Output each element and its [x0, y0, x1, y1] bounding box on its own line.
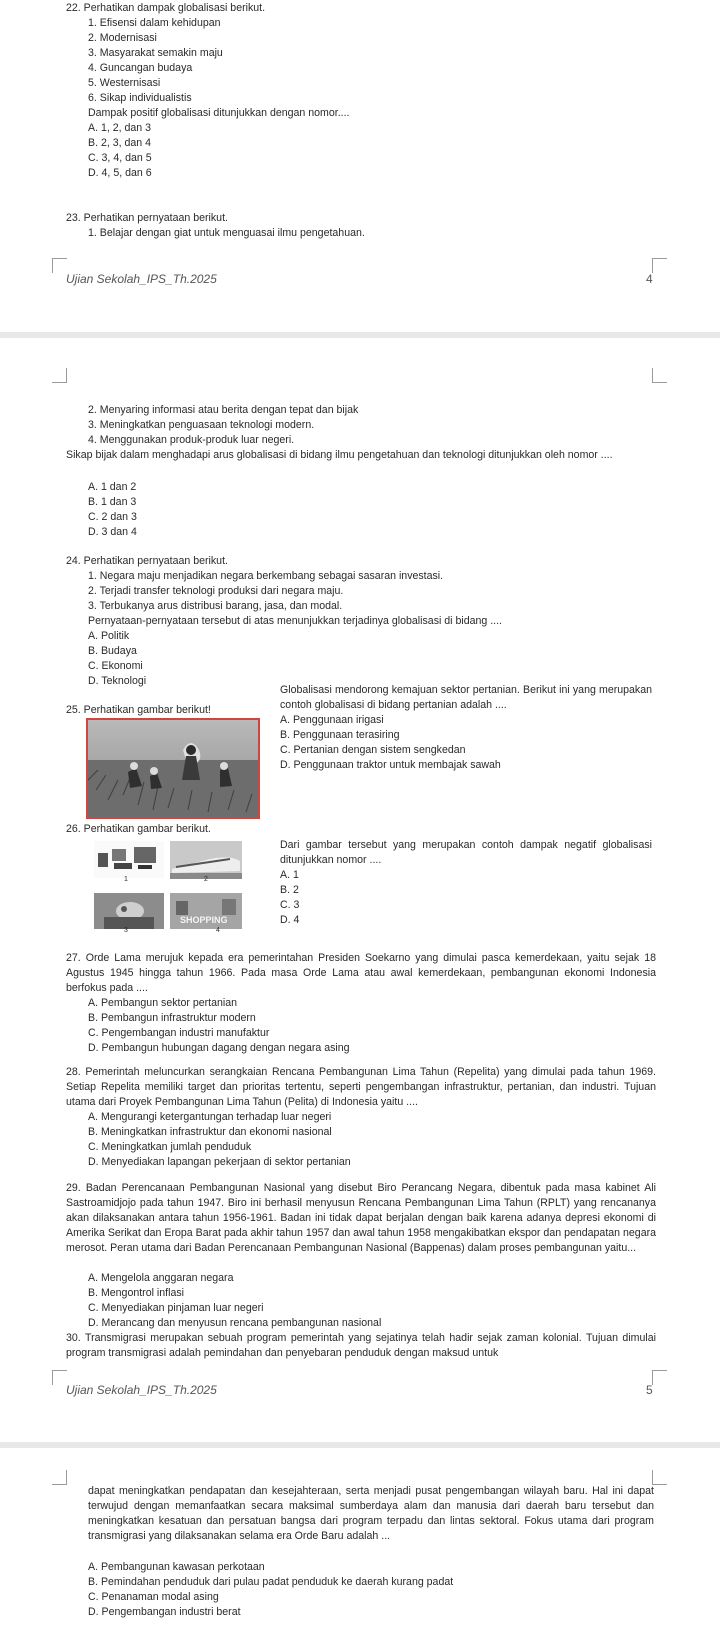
q24-option-c: C. Ekonomi: [88, 660, 143, 672]
q28-option-a: A. Mengurangi ketergantungan terhadap luar negeri: [88, 1111, 332, 1123]
q23-question: Sikap bijak dalam menghadapi arus globalisasi di bidang ilmu pengetahuan dan teknologi ditunjukkan oleh nomor ....: [66, 449, 613, 461]
q28-option-c: C. Meningkatkan jumlah penduduk: [88, 1141, 252, 1153]
q24-item-2: 2. Terjadi transfer teknologi produksi dari negara maju.: [88, 585, 344, 597]
q29-option-d: D. Merancang dan menyusun rencana pembangunan nasional: [88, 1317, 382, 1329]
crop-mark: [52, 1370, 67, 1385]
q22-option-b: B. 2, 3, dan 4: [88, 137, 152, 149]
question-29-stem: 29. Badan Perencanaan Pembangunan Nasional yang disebut Biro Perancang Negara, dibentuk pada masa kabinet Ali Sastroamidjojo pada tahun 1947. Biro ini berhasil menyusun Rencana Pembangunan Lima Tahun (RPLT) yang rencananya akan dilaksanakan antara tahun 1956-1961. Badan ini tidak dapat berjalan dengan baik karena adanya depresi ekonomi di Amerika Serikat dan Eropa Barat pada akhir tahun 1957 dan awal tahun 1958 mengakibatkan ekspor dan pendapatan negara merosot. Peran utama dari Badan Perencanaan Pembangunan Nasional (Bappenas) dalam proses pembangunan yaitu...: [66, 1182, 656, 1254]
q25-option-a: A. Penggunaan irigasi: [280, 714, 384, 726]
q22-option-a: A. 1, 2, dan 3: [88, 122, 152, 134]
q23-item-4: 4. Menggunakan produk-produk luar negeri.: [88, 434, 295, 446]
page-number: 4: [646, 272, 653, 286]
q23-option-b: B. 1 dan 3: [88, 496, 137, 508]
q22-option-d: D. 4, 5, dan 6: [88, 167, 152, 179]
q22-item-4: 4. Guncangan budaya: [88, 62, 193, 74]
page-footer-label: Ujian Sekolah_IPS_Th.2025: [66, 272, 217, 286]
shopping-image: [170, 893, 242, 929]
q25-option-d: D. Penggunaan traktor untuk membajak sawah: [280, 759, 501, 771]
q30-option-c: C. Penanaman modal asing: [88, 1591, 219, 1603]
crop-mark: [52, 258, 67, 273]
q26-option-b: B. 2: [280, 884, 299, 896]
q23-option-d: D. 3 dan 4: [88, 526, 137, 538]
q29-option-b: B. Mengontrol inflasi: [88, 1287, 184, 1299]
q23-item-2: 2. Menyaring informasi atau berita dengan tepat dan bijak: [88, 404, 359, 416]
crop-mark: [52, 1470, 67, 1485]
crop-mark: [652, 258, 667, 273]
q22-option-c: C. 3, 4, dan 5: [88, 152, 152, 164]
q25-option-b: B. Penggunaan terasiring: [280, 729, 400, 741]
question-26-stem: 26. Perhatikan gambar berikut.: [66, 823, 211, 835]
crop-mark: [652, 1370, 667, 1385]
q30-option-d: D. Pengembangan industri berat: [88, 1606, 241, 1618]
page-footer-label: Ujian Sekolah_IPS_Th.2025: [66, 1383, 217, 1397]
q23-item-3: 3. Meningkatkan penguasaan teknologi modern.: [88, 419, 315, 431]
crop-mark: [652, 1470, 667, 1485]
farmers-harvest-photo: [86, 718, 260, 819]
q25-question: Globalisasi mendorong kemajuan sektor pertanian. Berikut ini yang merupakan contoh globalisasi di bidang pertanian adalah ....: [280, 684, 652, 711]
question-30-stem: 30. Transmigrasi merupakan sebuah program pemerintah yang sejatinya telah hadir sejak zaman kolonial. Tujuan dimulai program transmigrasi adalah pemindahan dan penyebaran penduduk dengan maksud untuk: [66, 1332, 656, 1359]
q26-option-a: A. 1: [280, 869, 299, 881]
q26-option-c: C. 3: [280, 899, 300, 911]
q24-item-3: 3. Terbukanya arus distribusi barang, jasa, dan modal.: [88, 600, 343, 612]
image-number-1: 1: [124, 876, 128, 883]
q24-question: Pernyataan-pernyataan tersebut di atas menunjukkan terjadinya globalisasi di bidang ....: [88, 615, 503, 627]
q22-item-5: 5. Westernisasi: [88, 77, 161, 89]
question-24-stem: 24. Perhatikan pernyataan berikut.: [66, 555, 228, 567]
q30-option-a: A. Pembangunan kawasan perkotaan: [88, 1561, 265, 1573]
q27-option-c: C. Pengembangan industri manufaktur: [88, 1027, 270, 1039]
image-number-2: 2: [204, 876, 208, 883]
q26-option-d: D. 4: [280, 914, 300, 926]
q23-item-1: 1. Belajar dengan giat untuk menguasai ilmu pengetahuan.: [88, 227, 365, 239]
image-number-4: 4: [216, 927, 220, 934]
document-page-5: [0, 338, 720, 1442]
q27-option-a: A. Pembangun sektor pertanian: [88, 997, 237, 1009]
q22-item-6: 6. Sikap individualistis: [88, 92, 192, 104]
page-number: 5: [646, 1383, 653, 1397]
q30-continuation: dapat meningkatkan pendapatan dan kesejahteraan, serta menjadi pusat pengembangan wilayah baru. Hal ini dapat terwujud dengan memanfaatkan secara maksimal sumberdaya alam dan manusia dari daerah baru tersebut dan meningkatkan kesatuan dan persatuan bangsa dari program terpadu dan lintas sektoral. Fokus utama dari program transmigrasi yang dilaksanakan selama era Orde Baru adalah ...: [88, 1485, 654, 1542]
question-28-stem: 28. Pemerintah meluncurkan serangkaian Rencana Pembangunan Lima Tahun (Repelita) yang dimulai pada tahun 1969. Setiap Repelita memiliki target dan prioritas tertentu, seperti pengembangan infrastruktur, pertanian, dan industri. Tujuan utama dari Proyek Pembangunan Lima Tahun (Pelita) di Indonesia yaitu ....: [66, 1066, 656, 1108]
q26-question: Dari gambar tersebut yang merupakan contoh dampak negatif globalisasi ditunjukkan nomor ....: [280, 839, 652, 866]
q22-question: Dampak positif globalisasi ditunjukkan dengan nomor....: [88, 107, 350, 119]
q22-item-2: 2. Modernisasi: [88, 32, 157, 44]
q30-option-b: B. Pemindahan penduduk dari pulau padat penduduk ke daerah kurang padat: [88, 1576, 454, 1588]
crop-mark: [652, 368, 667, 383]
q29-option-a: A. Mengelola anggaran negara: [88, 1272, 234, 1284]
q28-option-d: D. Menyediakan lapangan pekerjaan di sektor pertanian: [88, 1156, 351, 1168]
q27-option-d: D. Pembangun hubungan dagang dengan negara asing: [88, 1042, 350, 1054]
gadgets-image: [94, 841, 164, 878]
q27-option-b: B. Pembangun infrastruktur modern: [88, 1012, 256, 1024]
question-27-stem: 27. Orde Lama merujuk kepada era pemerintahan Presiden Soekarno yang dimulai pasca kemerdekaan, yaitu sejak 18 Agustus 1945 hingga tahun 1966. Pada masa Orde Lama atau awal kemerdekaan, pembangunan ekonomi Indonesia berfokus pada ....: [66, 952, 656, 994]
q25-option-c: C. Pertanian dengan sistem sengkedan: [280, 744, 466, 756]
q22-item-1: 1. Efisensi dalam kehidupan: [88, 17, 221, 29]
q23-option-c: C. 2 dan 3: [88, 511, 137, 523]
q24-option-b: B. Budaya: [88, 645, 137, 657]
q24-option-d: D. Teknologi: [88, 675, 147, 687]
q23-option-a: A. 1 dan 2: [88, 481, 137, 493]
tired-person-image: [94, 893, 164, 929]
question-23-stem: 23. Perhatikan pernyataan berikut.: [66, 212, 228, 224]
q22-item-3: 3. Masyarakat semakin maju: [88, 47, 223, 59]
q29-option-c: C. Menyediakan pinjaman luar negeri: [88, 1302, 264, 1314]
document-page-4: [0, 0, 720, 332]
document-page-6: [0, 1448, 720, 1640]
shopping-text: SHOPPING: [180, 915, 228, 925]
crop-mark: [52, 368, 67, 383]
q24-option-a: A. Politik: [88, 630, 130, 642]
train-image: [170, 841, 242, 879]
question-22-stem: 22. Perhatikan dampak globalisasi berikut.: [66, 2, 266, 14]
image-number-3: 3: [124, 927, 128, 934]
q28-option-b: B. Meningkatkan infrastruktur dan ekonomi nasional: [88, 1126, 332, 1138]
question-25-stem: 25. Perhatikan gambar berikut!: [66, 704, 211, 716]
q24-item-1: 1. Negara maju menjadikan negara berkembang sebagai sasaran investasi.: [88, 570, 444, 582]
